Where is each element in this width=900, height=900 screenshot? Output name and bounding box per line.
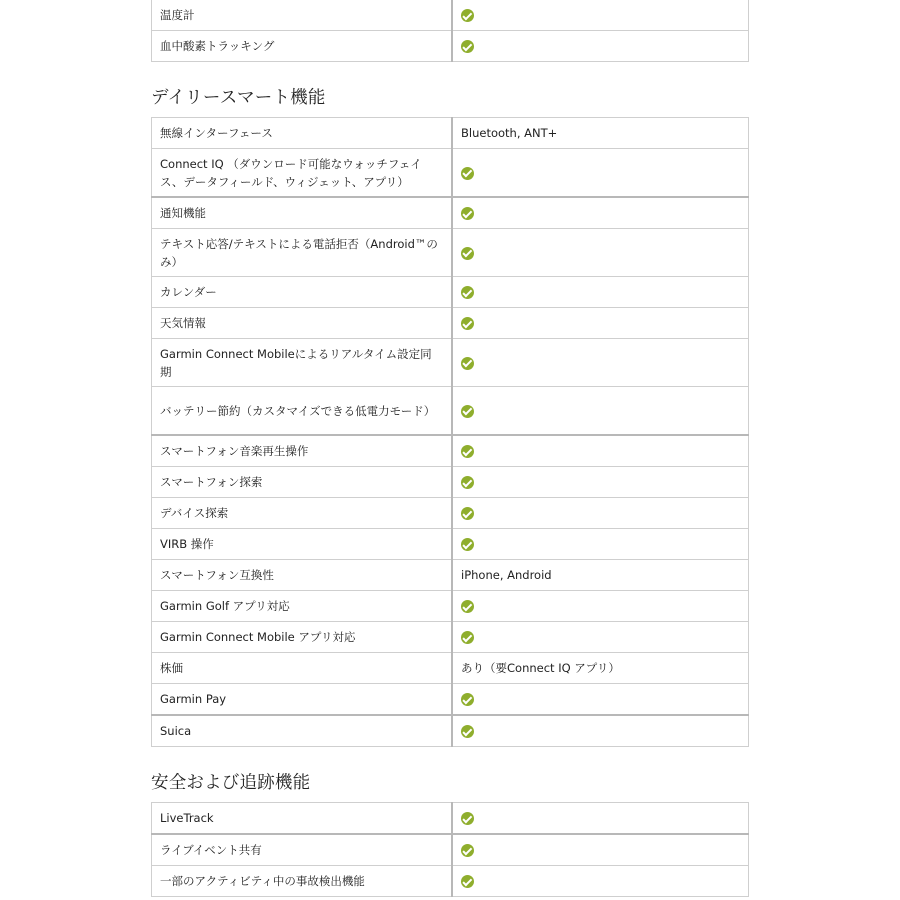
spec-table-daily-smart [151,117,749,747]
row-label: スマートフォン音楽再生操作 [152,435,453,467]
table-row [152,339,749,387]
row-label: デバイス探索 [152,498,453,529]
row-label: スマートフォン探索 [152,467,453,498]
table-row [152,529,749,560]
check-circle-icon [461,725,474,738]
check-circle-icon [461,445,474,458]
table-row [152,803,749,835]
row-value [452,229,749,277]
table-row [152,229,749,277]
row-value [452,622,749,653]
spec-page [151,0,749,897]
row-value [452,684,749,716]
check-circle-icon [461,631,474,644]
row-value: iPhone, Android [452,560,749,591]
check-circle-icon [461,844,474,857]
table-row [152,684,749,716]
table-row [152,0,749,31]
row-value [452,435,749,467]
row-label: Garmin Pay [152,684,453,716]
row-label: スマートフォン互換性 [152,560,453,591]
row-value [452,277,749,308]
spec-table-sensors [151,0,749,62]
table-row [152,467,749,498]
check-circle-icon [461,247,474,260]
section-title-safety-tracking: 安全および追跡機能 [151,773,311,793]
row-label: Garmin Connect Mobileによるリアルタイム設定同期 [152,339,453,387]
row-value [452,529,749,560]
check-circle-icon [461,357,474,370]
check-circle-icon [461,875,474,888]
row-value [452,0,749,31]
row-label: 株価 [152,653,453,684]
row-label: Connect IQ （ダウンロード可能なウォッチフェイス、データフィールド、ウィジェット、アプリ） [152,149,453,198]
row-label: Garmin Golf アプリ対応 [152,591,453,622]
table-row [152,866,749,897]
check-circle-icon [461,507,474,520]
table-row [152,653,749,684]
check-circle-icon [461,40,474,53]
row-value [452,498,749,529]
row-label: ライブイベント共有 [152,834,453,866]
row-value: あり（要Connect IQ アプリ） [452,653,749,684]
row-value [452,387,749,436]
check-circle-icon [461,317,474,330]
table-row [152,591,749,622]
row-label: 温度計 [152,0,453,31]
row-value [452,715,749,747]
check-circle-icon [461,812,474,825]
table-row [152,197,749,229]
check-circle-icon [461,207,474,220]
table-row [152,622,749,653]
table-row [152,277,749,308]
table-row [152,387,749,436]
row-label: バッテリー節約（カスタマイズできる低電力モード） [152,387,453,436]
check-circle-icon [461,167,474,180]
check-circle-icon [461,405,474,418]
row-value: Bluetooth, ANT+ [452,118,749,149]
row-label: 一部のアクティビティ中の事故検出機能 [152,866,453,897]
check-circle-icon [461,286,474,299]
spec-table-safety-tracking [151,802,749,897]
table-row [152,308,749,339]
row-value [452,149,749,198]
row-label: Garmin Connect Mobile アプリ対応 [152,622,453,653]
table-row [152,118,749,149]
row-value [452,591,749,622]
section-title-daily-smart: デイリースマート機能 [151,88,326,108]
table-row [152,834,749,866]
row-value [452,834,749,866]
row-label: LiveTrack [152,803,453,835]
row-value [452,31,749,62]
table-row [152,560,749,591]
row-value [452,866,749,897]
table-row [152,715,749,747]
table-row [152,498,749,529]
row-label: Suica [152,715,453,747]
row-label: VIRB 操作 [152,529,453,560]
row-label: 無線インターフェース [152,118,453,149]
row-label: テキスト応答/テキストによる電話拒否（Android™のみ） [152,229,453,277]
check-circle-icon [461,600,474,613]
row-label: 通知機能 [152,197,453,229]
check-circle-icon [461,538,474,551]
row-label: 天気情報 [152,308,453,339]
row-label: 血中酸素トラッキング [152,31,453,62]
check-circle-icon [461,476,474,489]
table-row [152,31,749,62]
row-value [452,339,749,387]
row-value [452,308,749,339]
check-circle-icon [461,9,474,22]
row-value [452,803,749,835]
row-value [452,197,749,229]
row-label: カレンダー [152,277,453,308]
table-row [152,435,749,467]
table-row [152,149,749,198]
row-value [452,467,749,498]
check-circle-icon [461,693,474,706]
